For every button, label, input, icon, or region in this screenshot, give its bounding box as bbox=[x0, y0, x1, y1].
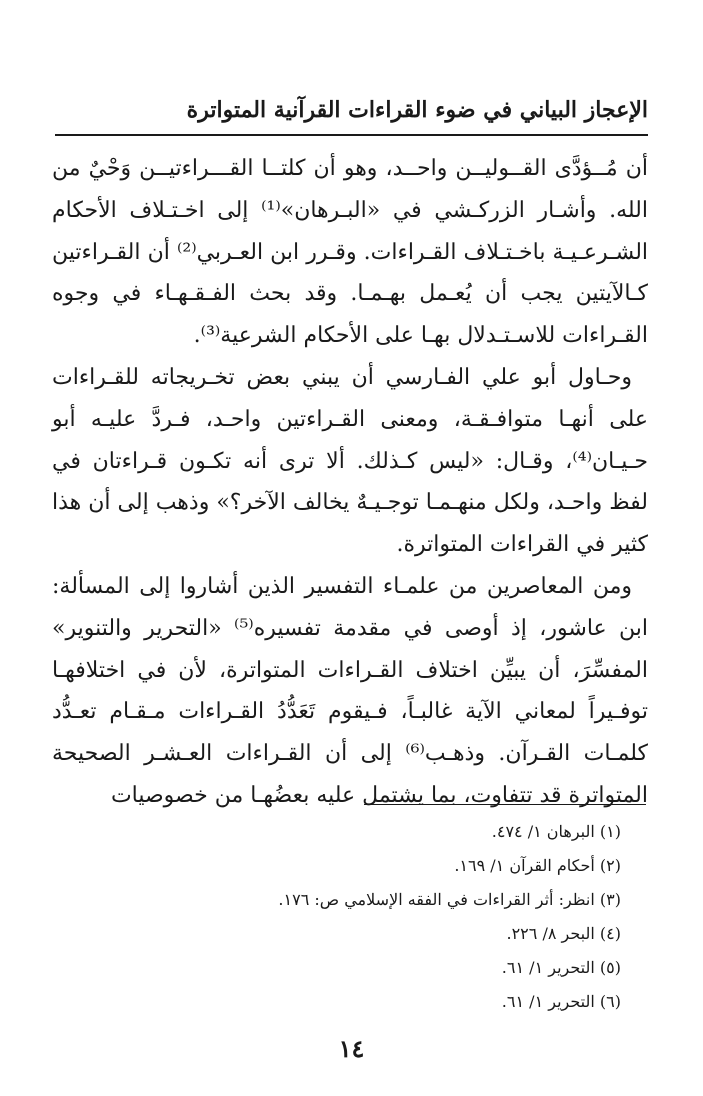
running-header-title: الإعجاز البياني في ضوء القراءات القرآنية المتواترة bbox=[186, 97, 648, 123]
footnote-3: (٣) انظر: أثر القراءات في الفقه الإسلامي ص: ١٧٦. bbox=[278, 890, 621, 909]
paragraph-1: أن مُــؤدَّى القــوليــن واحــد، وهو أن كلتــا القـــراءتيــن وَحْيٌ من الله. وأشـار الزركـشي في «البـرهان»⁽¹⁾ إلى اخـتـلاف الأحكام الشـرعـيـة باخـتـلاف القـراءات. وقـرر ابن العـربي⁽²⁾ أن القـراءتين كـالآيتين يجب أن يُعـمل بهـمـا. وقد بحث الفـقـهـاء في وجوه القـراءات للاسـتـدلال بهـا على الأحكام الشرعية⁽³⁾. bbox=[52, 156, 649, 349]
paragraph-2: وحـاول أبو علي الفـارسي أن يبني بعض تخـريجاته للقـراءات على أنهـا متوافـقـة، ومعنى القـراءتين واحـد، فـردَّ عليـه أبو حـيـان⁽⁴⁾، وقـال: «ليس كـذلك. ألا ترى أنه تكـون قـراءتان في لفظ واحـد، ولكل منهـمـا توجـيـهٌ يخالف الآخر؟» وذهب إلى أن هذا كثير في القراءات المتواترة. bbox=[52, 364, 648, 558]
main-text-block bbox=[52, 148, 648, 817]
footnote-2: (٢) أحكام القرآن ١/ ١٦٩. bbox=[454, 856, 621, 875]
footnote-divider bbox=[364, 804, 646, 805]
footnote-5: (٥) التحرير ١/ ٦١. bbox=[501, 958, 621, 977]
footnotes-list bbox=[60, 815, 621, 1019]
page-number: ١٤ bbox=[338, 1034, 365, 1063]
footnote-4: (٤) البحر ٨/ ٢٢٦. bbox=[506, 924, 621, 943]
paragraph-3: ومن المعاصرين من علمـاء التفسير الذين أشاروا إلى المسألة: ابن عاشور، إذ أوصى في مقدمة تفسيره⁽⁵⁾ «التحرير والتنوير» المفسِّرَ، أن يبيِّن اختلاف القـراءات المتواترة، لأن في اختلافهـا توفـيراً لمعاني الآية غالبـاً، فـيقوم تَعَدُّدُ القـراءات مـقـام تعـدُّد كلمـات القـرآن. وذهـب⁽⁶⁾ إلى أن القـراءات العـشـر الصحيحة المتواترة قد تتفاوت، بما يشتمل عليه بعضُهـا من خصوصيات bbox=[52, 573, 648, 808]
footnote-6: (٦) التحرير ١/ ٦١. bbox=[501, 992, 621, 1011]
footnote-1: (١) البرهان ١/ ٤٧٤. bbox=[491, 822, 621, 841]
header-divider bbox=[55, 134, 648, 136]
